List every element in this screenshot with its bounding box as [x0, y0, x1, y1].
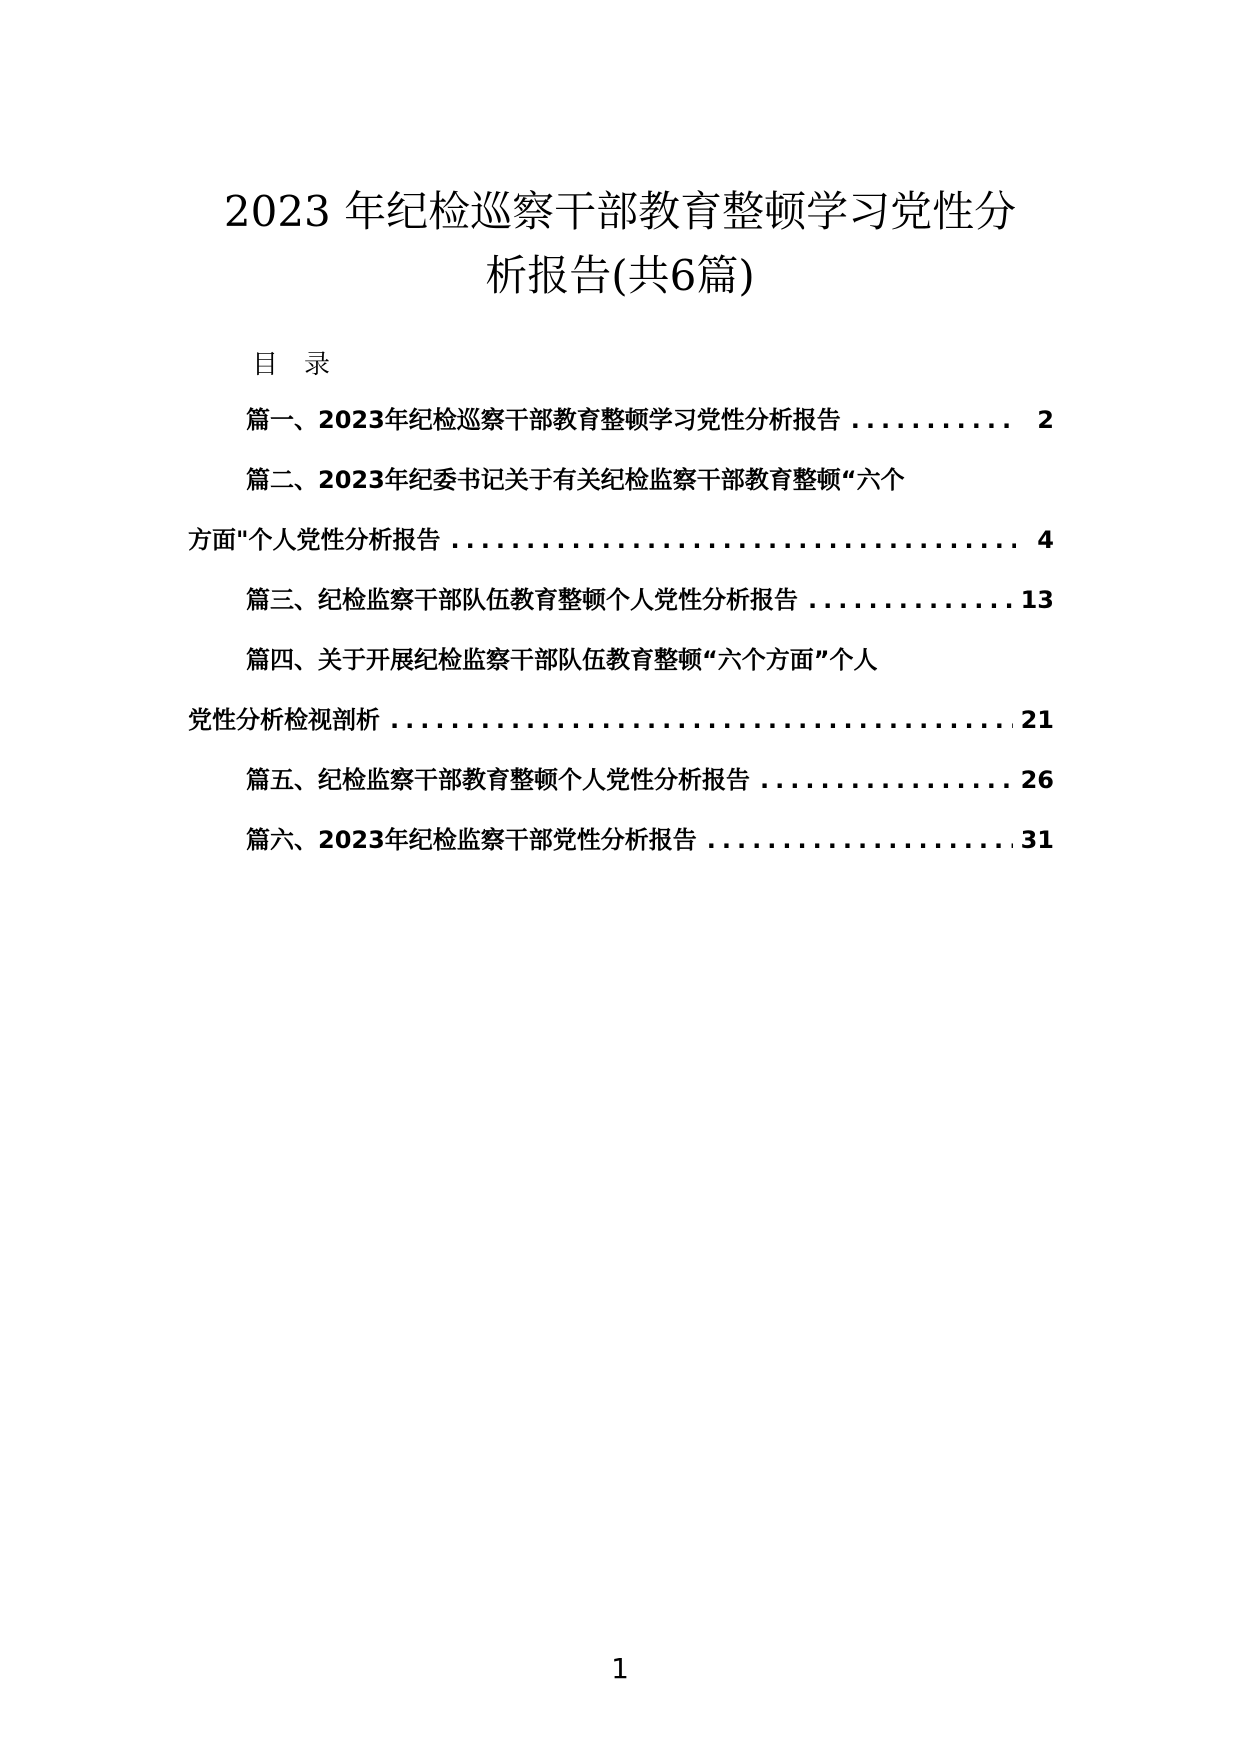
toc-entry-2[interactable] [188, 520, 1054, 560]
toc-entry-title[interactable]: 篇六、2023年纪检监察干部党性分析报告 [246, 826, 697, 854]
toc-page-number[interactable]: 2 [1037, 406, 1054, 434]
toc-leader-dots [760, 760, 1013, 800]
toc-leader-dots [808, 580, 1013, 620]
toc-entry-title[interactable]: 篇一、2023年纪检巡察干部教育整顿学习党性分析报告 [246, 406, 841, 434]
toc-page-number[interactable]: 13 [1020, 586, 1054, 614]
toc-entry-title[interactable]: 篇三、纪检监察干部队伍教育整顿个人党性分析报告 [246, 586, 798, 614]
toc-heading: 目录 [252, 350, 357, 380]
footer-page-number: 1 [611, 1652, 629, 1685]
toc-entry-4-line-1[interactable]: 篇四、关于开展纪检监察干部队伍教育整顿“六个方面”个人 [246, 646, 878, 674]
toc-leader-dots [707, 820, 1013, 860]
toc-page-number[interactable]: 21 [1020, 706, 1054, 734]
toc-leader-dots [851, 400, 1016, 440]
toc-entry-5[interactable] [188, 760, 1054, 800]
toc-leader-dots [390, 700, 1013, 740]
toc-leader-dots [451, 520, 1016, 560]
toc-entry-4[interactable] [188, 700, 1054, 740]
toc-page-number[interactable]: 31 [1020, 826, 1054, 854]
toc-page-number[interactable]: 26 [1020, 766, 1054, 794]
toc-entry-title[interactable]: 党性分析检视剖析 [188, 706, 380, 734]
document-title-line-2: 析报告(共6篇) [485, 251, 755, 300]
toc-entry-title[interactable]: 方面"个人党性分析报告 [188, 526, 441, 554]
toc-page-number[interactable]: 4 [1037, 526, 1054, 554]
toc-entry-title[interactable]: 篇五、纪检监察干部教育整顿个人党性分析报告 [246, 766, 750, 794]
toc-entry-1[interactable] [188, 400, 1054, 440]
toc-entry-6[interactable] [188, 820, 1054, 860]
document-title-line-1: 2023 年纪检巡察干部教育整顿学习党性分 [223, 187, 1017, 236]
toc-entry-2-line-1[interactable]: 篇二、2023年纪委书记关于有关纪检监察干部教育整顿“六个 [246, 466, 905, 494]
toc-entry-3[interactable] [188, 580, 1054, 620]
